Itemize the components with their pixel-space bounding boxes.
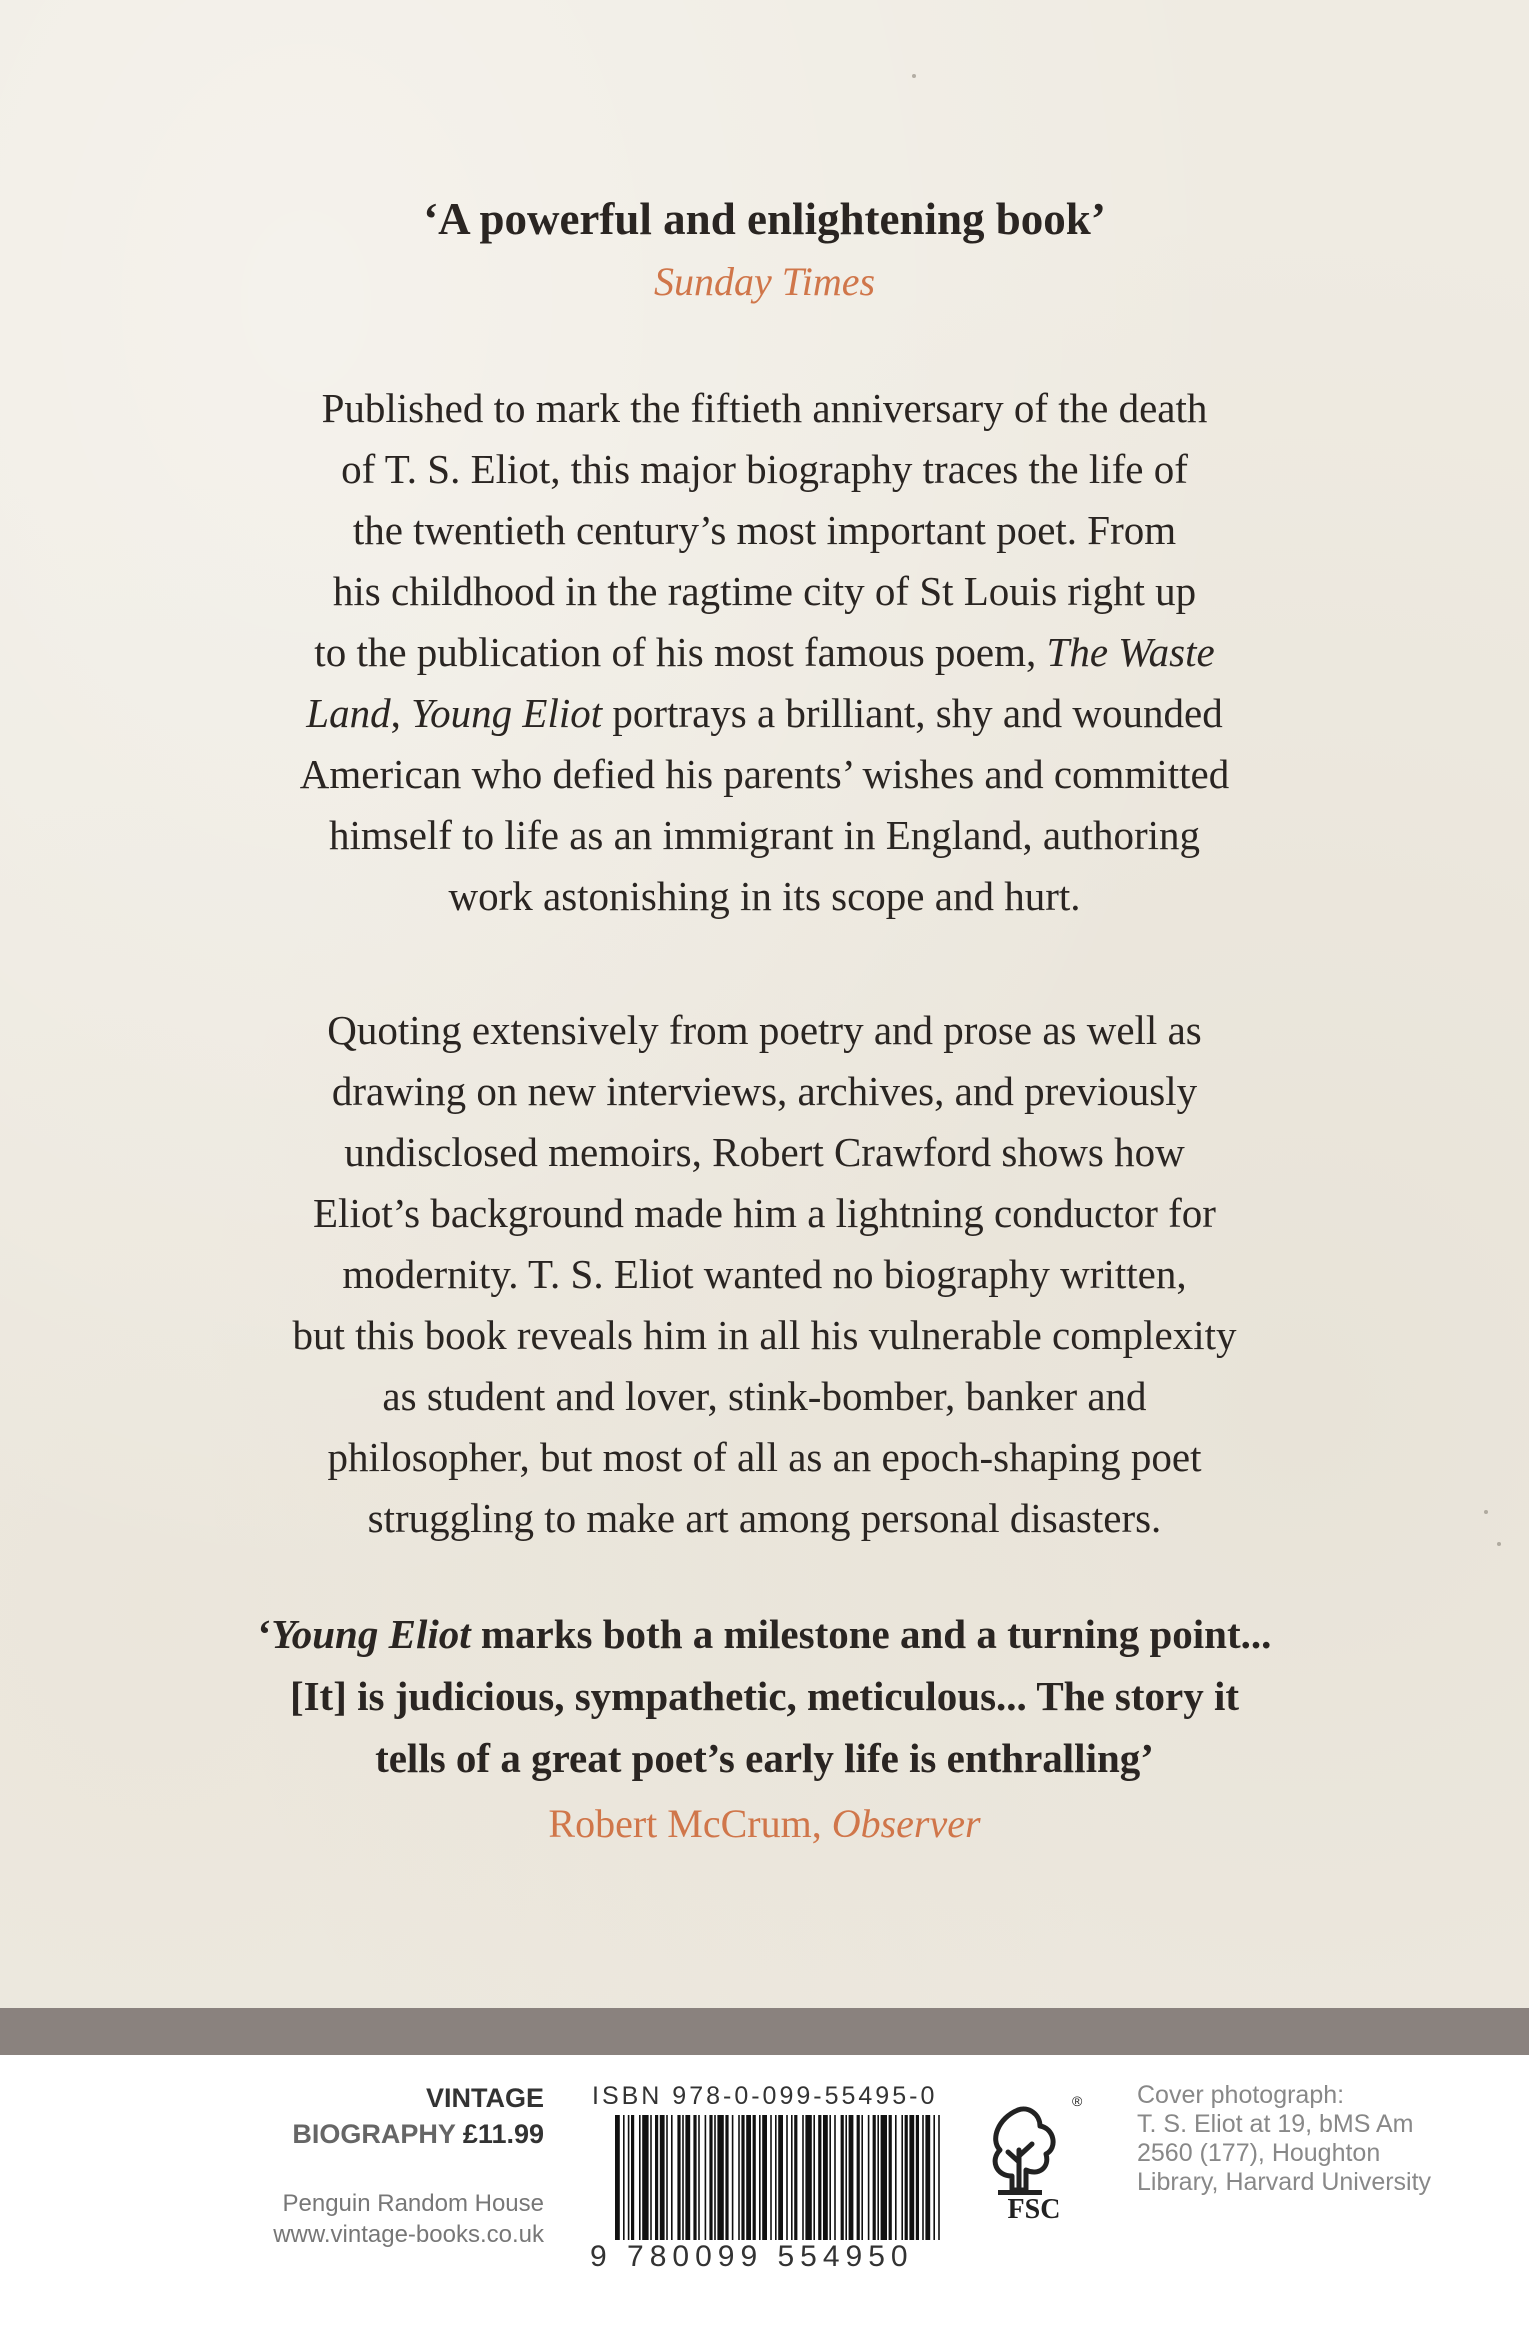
blurb-line: Quoting extensively from poetry and prose as well as <box>327 1007 1202 1053</box>
category-label: BIOGRAPHY <box>292 2119 456 2149</box>
blurb-line: Eliot’s background made him a lightning conductor for <box>313 1190 1216 1236</box>
review-line: [It] is judicious, sympathetic, meticulous... The story it <box>289 1673 1240 1719</box>
top-review-source: Sunday Times <box>653 259 876 304</box>
blurb-line: his childhood in the ragtime city of St Louis right up <box>332 568 1197 614</box>
isbn-label: ISBN 978-0-099-55495-0 <box>592 2082 938 2110</box>
paper-speck <box>912 74 916 78</box>
fsc-tree-logo-icon <box>978 2090 1090 2225</box>
fsc-registered-mark: ® <box>1072 2093 1083 2109</box>
blurb-line: modernity. T. S. Eliot wanted no biography written, <box>342 1251 1187 1297</box>
blurb-line: of T. S. Eliot, this major biography traces the life of <box>341 446 1188 492</box>
top-review-quote: ‘A powerful and enlightening book’ <box>423 194 1106 244</box>
book-title-land: Land <box>306 690 391 736</box>
fsc-label: FSC <box>1007 2194 1061 2225</box>
bottom-review-source: Robert McCrum, Observer <box>548 1801 981 1846</box>
review-publication: Observer <box>831 1801 981 1846</box>
publisher-house: Penguin Random House <box>282 2190 544 2217</box>
credit-line: 2560 (177), Houghton <box>1137 2139 1381 2167</box>
review-book-title: Young Eliot <box>271 1611 471 1657</box>
blurb-line: drawing on new interviews, archives, and previously <box>331 1068 1198 1114</box>
category-price <box>292 2116 544 2152</box>
blurb-line: struggling to make art among personal disasters. <box>367 1495 1162 1541</box>
credit-line: Cover photograph: <box>1137 2081 1345 2109</box>
blurb-line: as student and lover, stink-bomber, banker and <box>382 1373 1147 1419</box>
blurb-paragraph-1 <box>0 378 1529 927</box>
blurb-line: the twentieth century’s most important poet. From <box>352 507 1177 553</box>
blurb-line: to the publication of his most famous poem, The Waste <box>314 629 1215 675</box>
review-line: tells of a great poet’s early life is enthralling’ <box>375 1735 1154 1781</box>
blurb-line: Land, Young Eliot portrays a brilliant, shy and wounded <box>306 690 1223 736</box>
blurb-line: philosopher, but most of all as an epoch-shaping poet <box>327 1434 1202 1480</box>
blurb-line: but this book reveals him in all his vulnerable complexity <box>292 1312 1237 1358</box>
publisher-house-block <box>273 2188 544 2250</box>
publisher-website: www.vintage-books.co.uk <box>273 2221 544 2248</box>
price: £11.99 <box>462 2119 544 2149</box>
blurb-paragraph-2 <box>0 1000 1529 1549</box>
cover-photo-credit <box>1137 2081 1431 2197</box>
blurb-line: undisclosed memoirs, Robert Crawford shows how <box>344 1129 1185 1175</box>
blurb-line: work astonishing in its scope and hurt. <box>448 873 1081 919</box>
book-title-young-eliot: Young Eliot <box>411 690 603 736</box>
bottom-review-quote <box>0 1603 1529 1789</box>
publisher-name: VINTAGE <box>425 2083 544 2113</box>
blurb-line: Published to mark the fiftieth anniversary of the death <box>321 385 1208 431</box>
review-line: ‘Young Eliot marks both a milestone and a turning point... <box>257 1611 1272 1657</box>
credit-line: T. S. Eliot at 19, bMS Am <box>1137 2110 1414 2138</box>
book-title-waste: The Waste <box>1046 629 1215 675</box>
blurb-line: himself to life as an immigrant in England, authoring <box>328 812 1201 858</box>
credit-line: Library, Harvard University <box>1137 2168 1432 2196</box>
blurb-line: American who defied his parents’ wishes and committed <box>299 751 1230 797</box>
imprint-block <box>292 2080 544 2152</box>
barcode-icon <box>613 2115 943 2240</box>
barcode-digits: 9 780099 554950 <box>590 2240 914 2273</box>
grey-band <box>0 2008 1529 2055</box>
